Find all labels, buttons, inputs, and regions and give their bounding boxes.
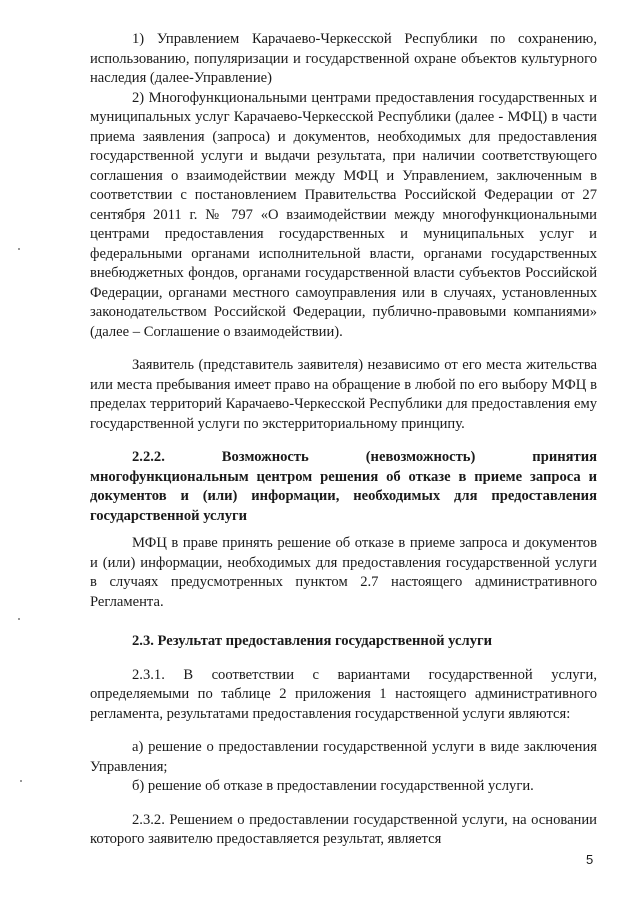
paragraph-2-3-2: 2.3.2. Решением о предоставлении государственной услуги, на основании которого заявителю предоставляется результат, является — [90, 811, 597, 847]
scan-speck — [18, 618, 20, 620]
section-heading-2-2-2: 2.2.2. Возможность (невозможность) принятия многофункциональным центром решения об отказе в приеме запроса и документов и (или) информации, необходимых для предоставления государственной услуги — [90, 449, 597, 524]
list-item-a: а) решение о предоставлении государственной услуги в виде заключения Управления; — [90, 739, 597, 775]
section-heading-2-3: 2.3. Результат предоставления государственной услуги — [132, 633, 493, 649]
paragraph-mfc-refusal: МФЦ в праве принять решение об отказе в приеме запроса и документов и (или) информации, необходимых для предоставления государственной услуги в случаях предусмотренных пунктом 2.7 настоящего административного Регламента. — [90, 535, 597, 610]
page-number: 5 — [586, 852, 594, 867]
scan-speck — [18, 248, 20, 250]
list-item-b: б) решение об отказе в предоставлении государственной услуги. — [132, 778, 534, 794]
document-body — [90, 30, 597, 850]
paragraph-2-3-1: 2.3.1. В соответствии с вариантами государственной услуги, определяемыми по таблице 2 приложения 1 настоящего административного регламента, результатами предоставления государственной услуги являются: — [90, 666, 597, 722]
paragraph-1: 1) Управлением Карачаево-Черкесской Республики по сохранению, использованию, популяризации и государственной охране объектов культурного наследия (далее-Управление) — [90, 31, 597, 86]
scan-speck — [20, 780, 22, 782]
paragraph-2: 2) Многофункциональными центрами предоставления государственных и муниципальных услуг Карачаево-Черкесской Республики (далее - МФЦ) в части приема заявления (запроса) и документов, необходимых для предоставления государственной услуги и выдачи результата, при наличии соответствующего соглашения о взаимодействии между МФЦ и Управлением, заключенным в соответствии с постановлением Правительства Российской Федерации от 27 сентября 2011 г. № 797 «О взаимодействии между многофункциональными центрами предоставления государственных и муниципальных услуг и федеральными органами исполнительной власти, органами государственных внебюджетных фондов, органами государственной власти субъектов Российской Федерации, органами местного самоуправления или в случаях, установленных законодательством Российской Федерации, публично-правовыми компаниями» (далее – Соглашение о взаимодействии). — [90, 89, 597, 340]
paragraph-applicant: Заявитель (представитель заявителя) независимо от его места жительства или места пребывания имеет право на обращение в любой по его выбору МФЦ в пределах территорий Карачаево-Черкесской Республики для предоставления ему государственной услуги по экстерриториальному принципу. — [90, 357, 597, 432]
